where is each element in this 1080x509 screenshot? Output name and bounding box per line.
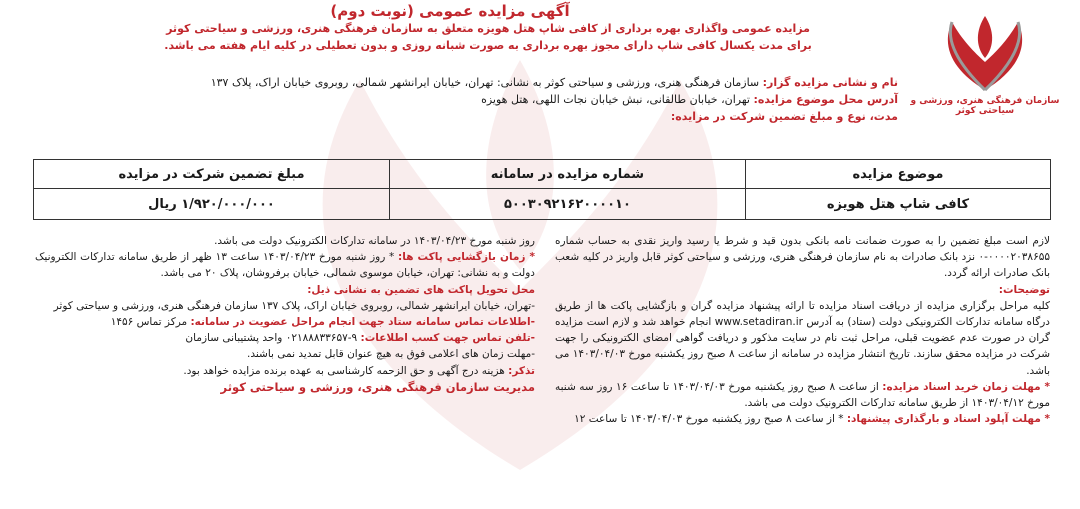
phone-value: ۹-۰۲۱۸۸۸۳۳۶۵۷ واحد پشتیبانی سازمان: [185, 332, 361, 345]
cell-number: ۵۰۰۳۰۹۲۱۶۲۰۰۰۰۱۰: [389, 189, 745, 220]
organization-logo: [900, 10, 1070, 120]
cell-subject: کافی شاپ هتل هویزه: [745, 189, 1050, 220]
logo-caption: سازمان فرهنگی هنری، ورزشی و سیاحتی کوثر: [910, 96, 1060, 116]
auction-table: [33, 159, 1051, 220]
ad-title: آگهی مزایده عمومی (نوبت دوم): [330, 2, 570, 20]
deadline-note: -مهلت زمان های اعلامی فوق به هیچ عنوان قابل تمدید نمی باشند.: [247, 348, 535, 361]
signature: مدیریت سازمان فرهنگی هنری، ورزشی و سیاحتی کوثر: [220, 379, 535, 394]
auctioneer-value: سازمان فرهنگی هنری، ورزشی و سیاحتی کوثر به نشانی: تهران، خیابان ایرانشهر شمالی، روبروی خیابان اراک، پلاک ۱۳۷: [210, 76, 763, 89]
notes-label: توضیحات:: [998, 283, 1050, 296]
table-header-row: [34, 160, 1051, 189]
note-value: هزینه درج آگهی و حق الزحمه کارشناسی به عهده برنده مزایده خواهد بود.: [183, 364, 509, 377]
cell-deposit: ۱/۹۲۰/۰۰۰/۰۰۰ ریال: [34, 189, 390, 220]
deposit-paragraph: لازم است مبلغ تضمین را به صورت ضمانت نامه بانکی بدون قید و شرط یا رسید واریز نقدی به حساب شماره ۰۰۰۰۲۰۳۸۶۵۵-۰ نزد بانک صادرات به نام سازمان فرهنگی هنری، ورزشی و سیاحتی کوثر قابل واریز در کلیه شعب بانک صادرات ارائه گردد.: [555, 235, 1050, 280]
ad-subtitle: مزایده عمومی واگذاری بهره برداری از کافی شاپ هتل هویزه متعلق به سازمان فرهنگی هنری، ورزشی و سیاحتی کوثر برای مدت یکسال کافی شاپ دارای مجوز بهره برداری به صورت شبانه روزی و بدون تعطیلی در کلیه ایام هفته می باشد.: [164, 22, 812, 52]
table-row: [34, 189, 1051, 220]
upload-continued: روز شنبه مورخ ۱۴۰۳/۰۴/۲۳ در سامانه تدارکات الکترونیک دولت می باشد.: [214, 235, 535, 247]
delivery-label: محل تحویل پاکت های تضمین به نشانی ذیل:: [307, 283, 535, 296]
opening-label: * زمان بازگشایی پاکت ها:: [398, 251, 536, 264]
address-label: آدرس محل موضوع مزایده:: [753, 93, 898, 106]
auction-info: [78, 74, 898, 125]
header-number: شماره مزایده در سامانه: [389, 160, 745, 189]
right-column: [555, 233, 1050, 427]
notes-paragraph: کلیه مراحل برگزاری مزایده از دریافت اسناد مزایده تا ارائه پیشنهاد مزایده گران و بازگشایی پاکت ها از طریق درگاه سامانه تدارکات الکترونیکی دولت (ستاد) به آدرس www.setadiran.ir انجام خواهد شد و لازم است مزایده گران در صورت عدم عضویت قبلی، مراحل ثبت نام در سایت مذکور و دریافت گواهی امضای الکترونیکی را جهت شرکت در مزایده محقق سازند. تاریخ انتشار مزایده در سامانه از ساعت ۸ صبح روز یکشنبه مورخ ۱۴۰۳/۰۴/۰۳ می باشد.: [555, 299, 1051, 377]
opening-value: * روز شنبه مورخ ۱۴۰۳/۰۴/۲۳ ساعت ۱۳ ظهر از طریق سامانه تدارکات الکترونیک دولت و به نشانی: تهران، خیابان موسوی شمالی، خیابان برفروشان، پلاک ۲۰ می باشد.: [35, 251, 535, 280]
deposit-label: مدت، نوع و مبلغ تضمین شرکت در مزایده:: [670, 110, 898, 123]
contact-label: -اطلاعات تماس سامانه ستاد جهت انجام مراحل عضویت در سامانه:: [190, 316, 535, 329]
delivery-value: -تهران، خیابان ایرانشهر شمالی، روبروی خیابان اراک، پلاک ۱۳۷ سازمان فرهنگی هنری، ورزشی و سیاحتی کوثر: [53, 299, 535, 312]
purchase-label: * مهلت زمان خرید اسناد مزایده:: [882, 380, 1050, 393]
purchase-value: از ساعت ۸ صبح روز یکشنبه مورخ ۱۴۰۳/۰۴/۰۳ تا ساعت ۱۶ روز سه شنبه مورخ ۱۴۰۳/۰۴/۱۲ از طریق سامانه تدارکات الکترونیک دولت می باشد.: [555, 380, 1050, 410]
note-label: تذکر:: [508, 364, 535, 377]
left-column: [35, 233, 535, 395]
contact-value: مرکز تماس ۱۴۵۶: [110, 316, 191, 329]
header-subject: موضوع مزایده: [745, 160, 1050, 189]
auctioneer-label: نام و نشانی مزایده گزار:: [762, 76, 898, 89]
tulip-icon: [900, 10, 1070, 96]
header-deposit: مبلغ تضمین شرکت در مزایده: [34, 160, 390, 189]
upload-value: * از ساعت ۸ صبح روز یکشنبه مورخ ۱۴۰۳/۰۴/۰۳ تا ساعت ۱۲: [574, 413, 847, 426]
address-value: تهران، خیابان طالقانی، نبش خیابان نجات اللهی، هتل هویزه: [481, 93, 754, 106]
upload-label: * مهلت آپلود اسناد و بارگذاری پیشنهاد:: [846, 413, 1050, 426]
phone-label: -تلفن تماس جهت کسب اطلاعات:: [360, 332, 535, 345]
